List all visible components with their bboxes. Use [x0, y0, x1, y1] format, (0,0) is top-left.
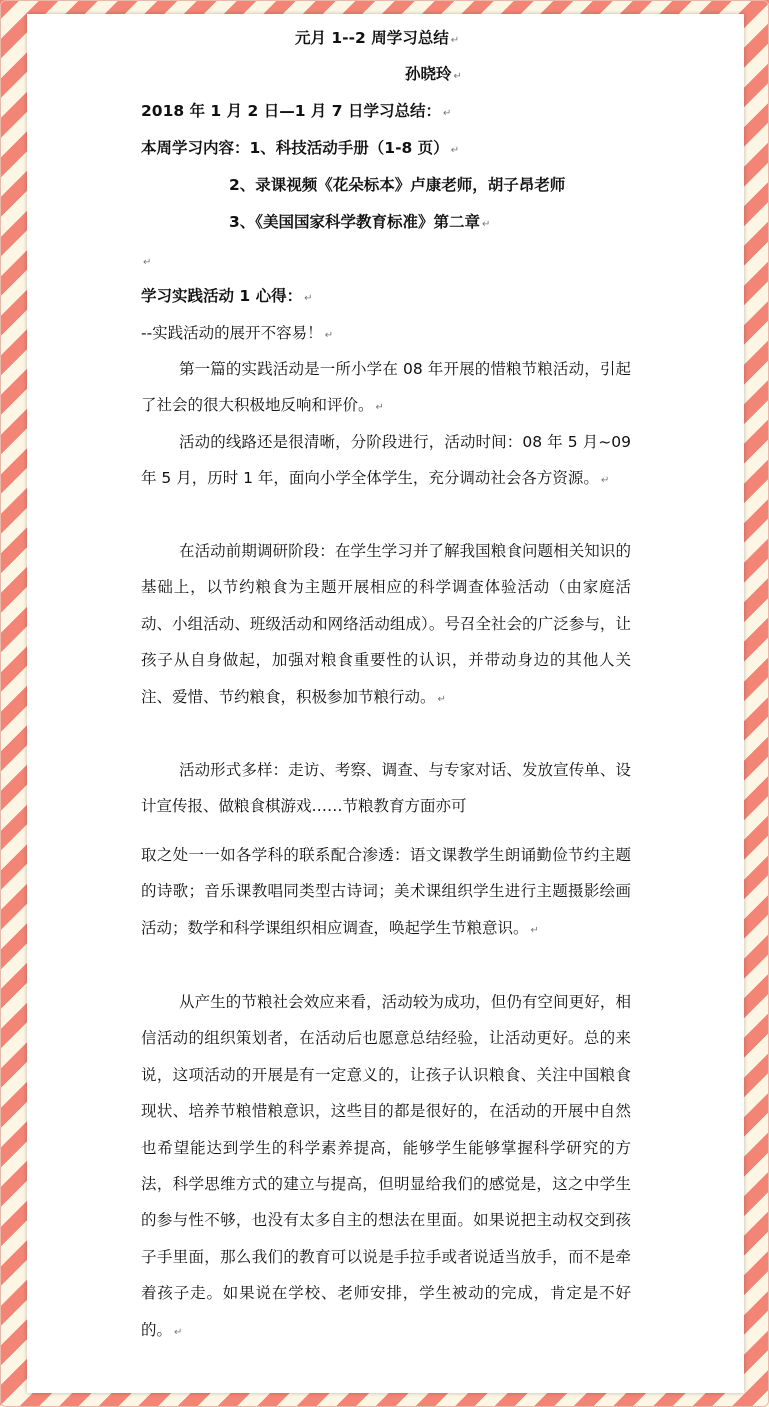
paragraph-4a: 活动形式多样：走访、考察、调查、与专家对话、发放宣传单、设计宣传报、做粮食棋游戏……节粮教育方面亦可	[141, 761, 631, 816]
empty-paragraph: ↵	[143, 257, 152, 268]
paragraph-1: 第一篇的实践活动是一所小学在 08 年开展的惜粮节粮活动，引起了社会的很大积极地反响和评价。 ↵	[141, 360, 631, 415]
document-page	[27, 14, 744, 1393]
content-item-3: 3、《美国国家科学教育标准》第二章 ↵	[229, 213, 491, 231]
document-author: 孙晓玲 ↵	[405, 65, 462, 83]
paragraph-5: 从产生的节粮社会效应来看，活动较为成功，但仍有空间更好，相信活动的组织策划者，在活动后也愿意总结经验，让活动更好。总的来说，这项活动的开展是有一定意义的，让孩子认识粮食、关注中国粮食现状、培养节粮惜粮意识，这些目的都是很好的，在活动的开展中自然也希望能达到学生的科学素养提高，能够学生能够掌握科学研究的方法，科学思维方式的建立与提高，但明显给我们的感觉是，这之中学生的参与性不够，也没有太多自主的想法在里面。如果说把主动权交到孩子手里面，那么我们的教育可以说是手拉手或者说适当放手，而不是牵着孩子走。如果说在学校、老师安排，学生被动的完成，肯定是不好的。 ↵	[141, 993, 631, 1339]
section-subtitle: --实践活动的展开不容易！ ↵	[141, 324, 334, 342]
paragraph-2: 活动的线路还是很清晰，分阶段进行，活动时间：08 年 5 月~09 年 5 月，历时 1 年，面向小学全体学生，充分调动社会各方资源。 ↵	[141, 433, 631, 488]
paragraph-3: 在活动前期调研阶段：在学生学习并了解我国粮食问题相关知识的基础上，以节约粮食为主题开展相应的科学调查体验活动（由家庭活动、小组活动、班级活动和网络活动组成）。号召全社会的广泛参与，让孩子从自身做起，加强对粮食重要性的认识，并带动身边的其他人关注、爱惜、节约粮食，积极参加节粮行动。 ↵	[141, 542, 631, 706]
section-title: 学习实践活动 1 心得： ↵	[141, 287, 313, 305]
content-line: 本周学习内容：1、科技活动手册（1-8 页） ↵	[141, 139, 460, 157]
document-title: 元月 1--2 周学习总结 ↵	[295, 29, 460, 47]
paragraph-4b: 取之处一一如各学科的联系配合渗透：语文课教学生朗诵勤俭节约主题的诗歌；音乐课教唱同类型古诗词；美术课组织学生进行主题摄影绘画活动；数学和科学课组织相应调查，唤起学生节粮意识。 ↵	[141, 846, 631, 937]
content-item-2: 2、录课视频《花朵标本》卢康老师，胡子昂老师	[229, 176, 566, 194]
date-line: 2018 年 1 月 2 日—1 月 7 日学习总结： ↵	[141, 102, 452, 120]
